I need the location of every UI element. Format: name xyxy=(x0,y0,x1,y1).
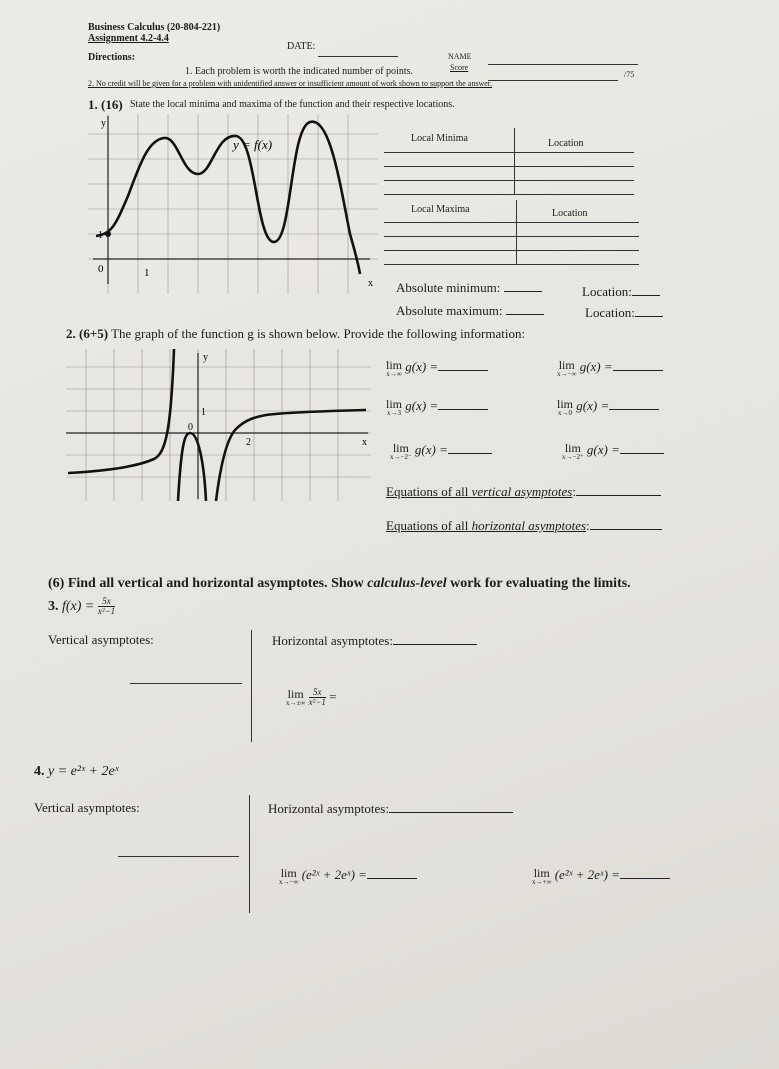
date-label: DATE: xyxy=(287,41,316,52)
q2-limit-4: lim x→0 g(x) = xyxy=(557,397,659,417)
minima-row-3[interactable] xyxy=(384,194,634,195)
q2-limit-3-blank[interactable] xyxy=(438,397,488,410)
abs-max-location-blank[interactable] xyxy=(635,304,663,317)
date-blank[interactable] xyxy=(318,56,398,57)
q4-horizontal-blank[interactable] xyxy=(389,800,513,813)
directions-label: Directions: xyxy=(88,52,136,63)
abs-min-blank[interactable] xyxy=(504,279,542,292)
minima-row-1[interactable] xyxy=(384,166,634,167)
q1-tick-y1: 1 xyxy=(98,230,103,241)
name-label: NAME xyxy=(448,52,472,61)
maxima-row-3[interactable] xyxy=(384,264,639,265)
q3-function: 3. f(x) = $\frac{5x}{\text{x²−1}}$ xyxy=(48,596,116,617)
q2-axis-x-label: x xyxy=(362,437,367,448)
maxima-row-2[interactable] xyxy=(384,250,639,251)
q1-prompt: State the local minima and maxima of the function and their respective locations. xyxy=(130,99,455,110)
score-blank[interactable] xyxy=(488,80,618,81)
abs-max-row: Absolute maximum: xyxy=(396,302,544,319)
q4-limit-1: lim x→−∞ (e²ˣ + 2eˣ) = xyxy=(279,866,417,886)
q34-instructions: (6) Find all vertical and horizontal asymptotes. Show calculus-level work for evaluating the limits. xyxy=(48,576,631,591)
q2-limit-6: lim x→−2⁺ g(x) = xyxy=(562,441,664,461)
q1-graph xyxy=(88,114,378,294)
course-title: Business Calculus (20-804-221) xyxy=(88,22,221,33)
q1-tick-origin: 0 xyxy=(98,263,104,275)
abs-min-row: Absolute minimum: xyxy=(396,279,542,296)
q2-tick-x2: 2 xyxy=(246,437,251,448)
minima-location-header: Location xyxy=(548,138,584,149)
q4-horizontal-label: Horizontal asymptotes: xyxy=(268,800,513,817)
q2-curve-right xyxy=(216,410,366,501)
q2-graph xyxy=(66,349,371,501)
name-blank[interactable] xyxy=(488,64,638,65)
q2-tick-y1: 1 xyxy=(201,407,206,418)
q1-axis-x-label: x xyxy=(368,278,373,289)
q2-limit-5: lim x→−2⁻ g(x) = xyxy=(390,441,492,461)
q2-curve-middle xyxy=(178,433,206,501)
direction-2: 2. No credit will be given for a problem with unidentified answer or insufficient amount of work shown to support the answer. xyxy=(88,79,492,88)
maxima-header: Local Maxima xyxy=(411,204,470,215)
q2-limit-1: lim x→∞ g(x) = xyxy=(386,358,488,378)
q4-limit-2: lim x→+∞ (e²ˣ + 2eˣ) = xyxy=(532,866,670,886)
q4-function: 4. y = e²ˣ + 2eˣ xyxy=(34,764,119,779)
q2-vertical-asymptotes: Equations of all vertical asymptotes: xyxy=(386,483,661,500)
q3-vertical-blank[interactable] xyxy=(130,683,242,684)
q2-limit-3: lim x→3 g(x) = xyxy=(386,397,488,417)
abs-max-location: Location: xyxy=(585,304,663,321)
minima-header: Local Minima xyxy=(411,133,468,144)
q1-graph-label: y = f(x) xyxy=(233,137,273,152)
maxima-location-header: Location xyxy=(552,208,588,219)
q2-limit-2: lim x→−∞ g(x) = xyxy=(557,358,663,378)
q2-horizontal-asymptotes: Equations of all horizontal asymptotes: xyxy=(386,517,662,534)
q1-tick-x1: 1 xyxy=(144,267,150,279)
assignment-label: Assignment 4.2-4.4 xyxy=(88,33,169,44)
q1-number: 1. (16) xyxy=(88,97,123,112)
q2-axis-y-label: y xyxy=(203,352,208,363)
q3-vertical-label: Vertical asymptotes: xyxy=(48,632,154,647)
q2-limit-6-blank[interactable] xyxy=(620,441,664,454)
direction-1: 1. Each problem is worth the indicated number of points. xyxy=(185,66,414,77)
q1-point xyxy=(105,231,111,237)
q2-vertical-blank[interactable] xyxy=(576,483,661,496)
score-label: Score xyxy=(450,63,469,72)
q4-limit-1-blank[interactable] xyxy=(367,866,417,879)
q2-limit-1-blank[interactable] xyxy=(438,358,488,371)
q3-limit: lim x→±∞ $\frac{5x}{\text{x²−1}}$ = xyxy=(286,687,337,708)
q2-limit-5-blank[interactable] xyxy=(448,441,492,454)
q4-vertical-blank[interactable] xyxy=(118,856,239,857)
abs-max-blank[interactable] xyxy=(506,302,544,315)
q2-tick-origin: 0 xyxy=(188,422,193,433)
q4-limit-2-blank[interactable] xyxy=(620,866,670,879)
q2-horizontal-blank[interactable] xyxy=(590,517,662,530)
q3-horizontal-label: Horizontal asymptotes: xyxy=(272,632,477,649)
abs-min-location: Location: xyxy=(582,283,660,300)
q2-limit-4-blank[interactable] xyxy=(609,397,659,410)
abs-min-location-blank[interactable] xyxy=(632,283,660,296)
q2-heading: 2. (6+5) The graph of the function g is shown below. Provide the following information: xyxy=(66,326,526,341)
maxima-row-1[interactable] xyxy=(384,236,639,237)
q2-limit-2-blank[interactable] xyxy=(613,358,663,371)
minima-row-2[interactable] xyxy=(384,180,634,181)
q3-horizontal-blank[interactable] xyxy=(393,632,477,645)
q4-vertical-label: Vertical asymptotes: xyxy=(34,800,140,815)
score-total: /75 xyxy=(624,70,635,79)
q1-axis-y-label: y xyxy=(101,118,106,129)
